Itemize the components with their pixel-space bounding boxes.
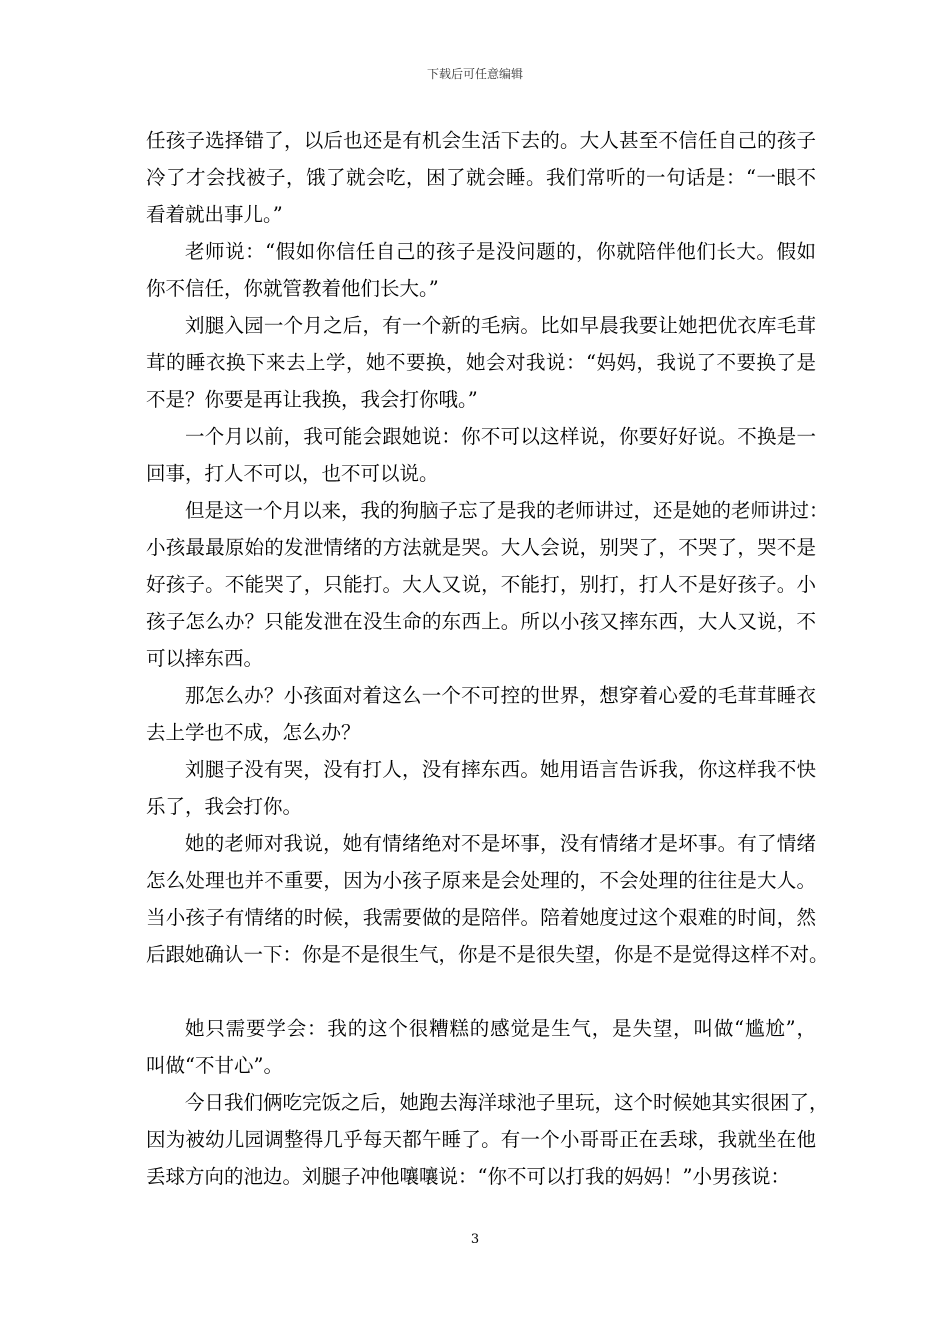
body-line: 乐了，我会打你。	[146, 795, 303, 818]
body-line: 刘腿入园一个月之后，有一个新的毛病。比如早晨我要让她把优衣库毛茸	[185, 314, 816, 337]
body-line: 不是？你要是再让我换，我会打你哦。”	[146, 388, 478, 411]
body-line: 但是这一个月以来，我的狗脑子忘了是我的老师讲过，还是她的老师讲过：	[185, 499, 829, 522]
body-line: 丢球方向的池边。刘腿子冲他嚷嚷说：“你不可以打我的妈妈！”小男孩说：	[146, 1165, 790, 1188]
body-line: 任孩子选择错了，以后也还是有机会生活下去的。大人甚至不信任自己的孩子	[146, 129, 816, 152]
body-line: 可以摔东西。	[146, 647, 264, 670]
paragraph-gap	[146, 973, 816, 1010]
body-line: 去上学也不成，怎么办？	[146, 721, 361, 744]
body-line: 后跟她确认一下：你是不是很生气，你是不是很失望，你是不是觉得这样不对。	[146, 943, 829, 966]
page-number: 3	[470, 1232, 480, 1247]
body-line: 好孩子。不能哭了，只能打。大人又说，不能打，别打，打人不是好孩子。小	[146, 573, 816, 596]
body-line: 看着就出事儿。”	[146, 203, 283, 226]
body-line: 她的老师对我说，她有情绪绝对不是坏事，没有情绪才是坏事。有了情绪	[185, 832, 816, 855]
body-line: 孩子怎么办？只能发泄在没生命的东西上。所以小孩又摔东西，大人又说，不	[146, 610, 816, 633]
body-line: 今日我们俩吃完饭之后，她跑去海洋球池子里玩，这个时候她其实很困了，	[185, 1091, 829, 1114]
body-line: 叫做“不甘心”。	[146, 1054, 283, 1077]
body-line: 回事，打人不可以，也不可以说。	[146, 462, 439, 485]
body-line: 老师说：“假如你信任自己的孩子是没问题的，你就陪伴他们长大。假如	[185, 240, 816, 263]
body-line: 刘腿子没有哭，没有打人，没有摔东西。她用语言告诉我，你这样我不快	[185, 758, 816, 781]
body-line: 因为被幼儿园调整得几乎每天都午睡了。有一个小哥哥正在丢球，我就坐在他	[146, 1128, 816, 1151]
body-line: 当小孩子有情绪的时候，我需要做的是陪伴。陪着她度过这个艰难的时间，然	[146, 906, 816, 929]
body-line: 小孩最最原始的发泄情绪的方法就是哭。大人会说，别哭了，不哭了，哭不是	[146, 536, 816, 559]
body-line: 一个月以前，我可能会跟她说：你不可以这样说，你要好好说。不换是一	[185, 425, 816, 448]
body-line: 冷了才会找被子，饿了就会吃，困了就会睡。我们常听的一句话是：“一眼不	[146, 166, 816, 189]
document-body	[146, 122, 829, 1195]
body-line: 她只需要学会：我的这个很糟糕的感觉是生气，是失望，叫做“尴尬”，	[185, 1017, 816, 1040]
body-line: 怎么处理也并不重要，因为小孩子原来是会处理的，不会处理的往往是大人。	[146, 869, 816, 892]
body-line: 你不信任，你就管教着他们长大。”	[146, 277, 439, 300]
body-line: 那怎么办？小孩面对着这么一个不可控的世界，想穿着心爱的毛茸茸睡衣	[185, 684, 816, 707]
body-line: 茸的睡衣换下来去上学，她不要换，她会对我说：“妈妈，我说了不要换了是	[146, 351, 816, 374]
page-header: 下载后可任意编辑	[426, 67, 523, 81]
